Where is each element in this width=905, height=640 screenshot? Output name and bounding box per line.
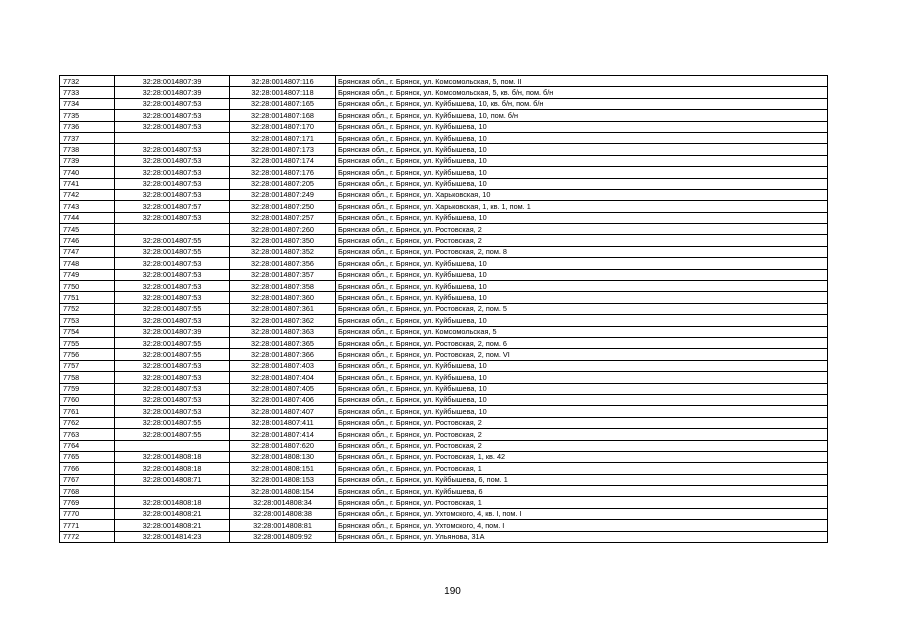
address-cell: Брянская обл., г. Брянск, ул. Комсомольская, 5, пом. II <box>336 76 828 87</box>
cadastral-number-cell: 32:28:0014807:350 <box>230 235 336 246</box>
cadastral-number-cell: 32:28:0014807:366 <box>230 349 336 360</box>
cadastral-number-cell: 32:28:0014808:154 <box>230 486 336 497</box>
cadastral-number-cell: 32:28:0014808:153 <box>230 474 336 485</box>
cadastral-number-cell: 32:28:0014807:403 <box>230 360 336 371</box>
quarter-number-cell: 32:28:0014807:53 <box>115 292 230 303</box>
table-row <box>60 349 828 360</box>
cadastral-number-cell: 32:28:0014807:118 <box>230 87 336 98</box>
address-cell: Брянская обл., г. Брянск, ул. Куйбышева, 10 <box>336 269 828 280</box>
record-number-cell: 7764 <box>60 440 115 451</box>
quarter-number-cell: 32:28:0014808:71 <box>115 474 230 485</box>
address-cell: Брянская обл., г. Брянск, ул. Куйбышева, 10 <box>336 178 828 189</box>
cadastral-number-cell: 32:28:0014807:257 <box>230 212 336 223</box>
quarter-number-cell: 32:28:0014807:39 <box>115 87 230 98</box>
quarter-number-cell: 32:28:0014807:53 <box>115 110 230 121</box>
record-number-cell: 7741 <box>60 178 115 189</box>
cadastral-number-cell: 32:28:0014807:165 <box>230 98 336 109</box>
cadastral-number-cell: 32:28:0014808:34 <box>230 497 336 508</box>
address-cell: Брянская обл., г. Брянск, ул. Куйбышева, 10 <box>336 144 828 155</box>
quarter-number-cell: 32:28:0014807:55 <box>115 246 230 257</box>
table-row <box>60 132 828 143</box>
quarter-number-cell: 32:28:0014807:53 <box>115 383 230 394</box>
record-number-cell: 7767 <box>60 474 115 485</box>
address-cell: Брянская обл., г. Брянск, ул. Куйбышева, 10 <box>336 132 828 143</box>
record-number-cell: 7753 <box>60 315 115 326</box>
address-cell: Брянская обл., г. Брянск, ул. Ростовская, 2, пом. 5 <box>336 303 828 314</box>
record-number-cell: 7763 <box>60 429 115 440</box>
cadastral-number-cell: 32:28:0014807:361 <box>230 303 336 314</box>
record-number-cell: 7770 <box>60 508 115 519</box>
record-number-cell: 7738 <box>60 144 115 155</box>
table-row <box>60 98 828 109</box>
record-number-cell: 7736 <box>60 121 115 132</box>
table-row <box>60 224 828 235</box>
table-row <box>60 303 828 314</box>
table-row <box>60 167 828 178</box>
table-row <box>60 315 828 326</box>
address-cell: Брянская обл., г. Брянск, ул. Ростовская, 2, пом. 6 <box>336 337 828 348</box>
address-cell: Брянская обл., г. Брянск, ул. Куйбышева, 10 <box>336 292 828 303</box>
record-number-cell: 7771 <box>60 520 115 531</box>
cadastral-number-cell: 32:28:0014807:357 <box>230 269 336 280</box>
table-row <box>60 531 828 542</box>
record-number-cell: 7737 <box>60 132 115 143</box>
quarter-number-cell: 32:28:0014807:53 <box>115 406 230 417</box>
address-cell: Брянская обл., г. Брянск, ул. Ухтомского, 4, пом. I <box>336 520 828 531</box>
table-row <box>60 451 828 462</box>
address-cell: Брянская обл., г. Брянск, ул. Куйбышева, 6 <box>336 486 828 497</box>
table-row <box>60 394 828 405</box>
cadastral-number-cell: 32:28:0014808:151 <box>230 463 336 474</box>
table-row <box>60 474 828 485</box>
table-row <box>60 440 828 451</box>
record-number-cell: 7748 <box>60 258 115 269</box>
table-row <box>60 508 828 519</box>
record-number-cell: 7749 <box>60 269 115 280</box>
address-cell: Брянская обл., г. Брянск, ул. Ростовская, 2, пом. 8 <box>336 246 828 257</box>
cadastral-number-cell: 32:28:0014807:249 <box>230 189 336 200</box>
address-cell: Брянская обл., г. Брянск, ул. Ростовская, 1 <box>336 463 828 474</box>
cadastral-number-cell: 32:28:0014807:116 <box>230 76 336 87</box>
table-row <box>60 212 828 223</box>
cadastral-number-cell: 32:28:0014807:414 <box>230 429 336 440</box>
record-number-cell: 7745 <box>60 224 115 235</box>
table-row <box>60 178 828 189</box>
record-number-cell: 7766 <box>60 463 115 474</box>
registry-table <box>59 75 828 543</box>
quarter-number-cell: 32:28:0014807:39 <box>115 76 230 87</box>
quarter-number-cell: 32:28:0014807:55 <box>115 337 230 348</box>
quarter-number-cell: 32:28:0014807:55 <box>115 417 230 428</box>
quarter-number-cell: 32:28:0014807:53 <box>115 281 230 292</box>
address-cell: Брянская обл., г. Брянск, ул. Ростовская, 2 <box>336 235 828 246</box>
quarter-number-cell: 32:28:0014808:21 <box>115 520 230 531</box>
quarter-number-cell: 32:28:0014807:53 <box>115 98 230 109</box>
cadastral-number-cell: 32:28:0014807:365 <box>230 337 336 348</box>
address-cell: Брянская обл., г. Брянск, ул. Ростовская, 2 <box>336 429 828 440</box>
address-cell: Брянская обл., г. Брянск, ул. Ростовская, 2 <box>336 417 828 428</box>
address-cell: Брянская обл., г. Брянск, ул. Куйбышева, 10, кв. б/н, пом. б/н <box>336 98 828 109</box>
quarter-number-cell: 32:28:0014807:53 <box>115 167 230 178</box>
table-row <box>60 281 828 292</box>
record-number-cell: 7765 <box>60 451 115 462</box>
record-number-cell: 7735 <box>60 110 115 121</box>
address-cell: Брянская обл., г. Брянск, ул. Куйбышева, 10 <box>336 372 828 383</box>
cadastral-number-cell: 32:28:0014807:407 <box>230 406 336 417</box>
record-number-cell: 7743 <box>60 201 115 212</box>
cadastral-number-cell: 32:28:0014807:405 <box>230 383 336 394</box>
address-cell: Брянская обл., г. Брянск, ул. Куйбышева, 10 <box>336 121 828 132</box>
quarter-number-cell: 32:28:0014807:53 <box>115 394 230 405</box>
cadastral-number-cell: 32:28:0014808:81 <box>230 520 336 531</box>
address-cell: Брянская обл., г. Брянск, ул. Куйбышева, 10 <box>336 406 828 417</box>
cadastral-number-cell: 32:28:0014807:174 <box>230 155 336 166</box>
quarter-number-cell: 32:28:0014807:55 <box>115 303 230 314</box>
quarter-number-cell: 32:28:0014807:53 <box>115 258 230 269</box>
quarter-number-cell: 32:28:0014814:23 <box>115 531 230 542</box>
address-cell: Брянская обл., г. Брянск, ул. Куйбышева, 10 <box>336 315 828 326</box>
table-row <box>60 87 828 98</box>
address-cell: Брянская обл., г. Брянск, ул. Ульянова, 31А <box>336 531 828 542</box>
table-row <box>60 144 828 155</box>
address-cell: Брянская обл., г. Брянск, ул. Харьковская, 10 <box>336 189 828 200</box>
address-cell: Брянская обл., г. Брянск, ул. Куйбышева, 10 <box>336 155 828 166</box>
table-row <box>60 337 828 348</box>
cadastral-number-cell: 32:28:0014807:358 <box>230 281 336 292</box>
table-row <box>60 372 828 383</box>
record-number-cell: 7769 <box>60 497 115 508</box>
table-row <box>60 383 828 394</box>
record-number-cell: 7751 <box>60 292 115 303</box>
address-cell: Брянская обл., г. Брянск, ул. Ростовская, 2 <box>336 224 828 235</box>
address-cell: Брянская обл., г. Брянск, ул. Куйбышева, 10 <box>336 212 828 223</box>
record-number-cell: 7740 <box>60 167 115 178</box>
cadastral-number-cell: 32:28:0014807:360 <box>230 292 336 303</box>
record-number-cell: 7768 <box>60 486 115 497</box>
cadastral-number-cell: 32:28:0014809:92 <box>230 531 336 542</box>
address-cell: Брянская обл., г. Брянск, ул. Комсомольская, 5, кв. б/н, пом. б/н <box>336 87 828 98</box>
quarter-number-cell: 32:28:0014807:53 <box>115 269 230 280</box>
address-cell: Брянская обл., г. Брянск, ул. Харьковская, 1, кв. 1, пом. 1 <box>336 201 828 212</box>
quarter-number-cell: 32:28:0014807:53 <box>115 144 230 155</box>
cadastral-number-cell: 32:28:0014807:356 <box>230 258 336 269</box>
table-row <box>60 235 828 246</box>
address-cell: Брянская обл., г. Брянск, ул. Ростовская, 1, кв. 42 <box>336 451 828 462</box>
cadastral-number-cell: 32:28:0014807:411 <box>230 417 336 428</box>
page-number: 190 <box>444 586 461 597</box>
record-number-cell: 7747 <box>60 246 115 257</box>
table-row <box>60 326 828 337</box>
table-row <box>60 258 828 269</box>
record-number-cell: 7758 <box>60 372 115 383</box>
cadastral-number-cell: 32:28:0014807:170 <box>230 121 336 132</box>
table-row <box>60 189 828 200</box>
cadastral-number-cell: 32:28:0014807:171 <box>230 132 336 143</box>
quarter-number-cell: 32:28:0014807:55 <box>115 349 230 360</box>
address-cell: Брянская обл., г. Брянск, ул. Комсомольская, 5 <box>336 326 828 337</box>
cadastral-number-cell: 32:28:0014807:250 <box>230 201 336 212</box>
quarter-number-cell <box>115 224 230 235</box>
quarter-number-cell: 32:28:0014807:53 <box>115 315 230 326</box>
address-cell: Брянская обл., г. Брянск, ул. Ухтомского, 4, кв. I, пом. I <box>336 508 828 519</box>
quarter-number-cell: 32:28:0014807:53 <box>115 121 230 132</box>
cadastral-number-cell: 32:28:0014807:176 <box>230 167 336 178</box>
table-row <box>60 520 828 531</box>
quarter-number-cell: 32:28:0014807:39 <box>115 326 230 337</box>
address-cell: Брянская обл., г. Брянск, ул. Куйбышева, 10 <box>336 167 828 178</box>
table-row <box>60 76 828 87</box>
table-row <box>60 406 828 417</box>
quarter-number-cell: 32:28:0014807:53 <box>115 372 230 383</box>
record-number-cell: 7760 <box>60 394 115 405</box>
table-row <box>60 292 828 303</box>
quarter-number-cell: 32:28:0014807:55 <box>115 235 230 246</box>
record-number-cell: 7746 <box>60 235 115 246</box>
quarter-number-cell: 32:28:0014807:57 <box>115 201 230 212</box>
table-row <box>60 463 828 474</box>
quarter-number-cell: 32:28:0014807:53 <box>115 178 230 189</box>
table-row <box>60 121 828 132</box>
record-number-cell: 7750 <box>60 281 115 292</box>
quarter-number-cell: 32:28:0014807:53 <box>115 189 230 200</box>
record-number-cell: 7756 <box>60 349 115 360</box>
address-cell: Брянская обл., г. Брянск, ул. Куйбышева, 10, пом. б/н <box>336 110 828 121</box>
cadastral-number-cell: 32:28:0014807:168 <box>230 110 336 121</box>
table-row <box>60 201 828 212</box>
quarter-number-cell: 32:28:0014808:18 <box>115 497 230 508</box>
quarter-number-cell: 32:28:0014808:18 <box>115 451 230 462</box>
cadastral-number-cell: 32:28:0014807:205 <box>230 178 336 189</box>
address-cell: Брянская обл., г. Брянск, ул. Куйбышева, 10 <box>336 394 828 405</box>
address-cell: Брянская обл., г. Брянск, ул. Куйбышева, 6, пом. 1 <box>336 474 828 485</box>
quarter-number-cell: 32:28:0014807:55 <box>115 429 230 440</box>
record-number-cell: 7759 <box>60 383 115 394</box>
cadastral-number-cell: 32:28:0014807:362 <box>230 315 336 326</box>
quarter-number-cell: 32:28:0014808:21 <box>115 508 230 519</box>
address-cell: Брянская обл., г. Брянск, ул. Куйбышева, 10 <box>336 258 828 269</box>
table-row <box>60 246 828 257</box>
table-row <box>60 429 828 440</box>
address-cell: Брянская обл., г. Брянск, ул. Куйбышева, 10 <box>336 360 828 371</box>
record-number-cell: 7752 <box>60 303 115 314</box>
record-number-cell: 7755 <box>60 337 115 348</box>
cadastral-number-cell: 32:28:0014807:173 <box>230 144 336 155</box>
table-row <box>60 269 828 280</box>
quarter-number-cell <box>115 440 230 451</box>
cadastral-number-cell: 32:28:0014807:260 <box>230 224 336 235</box>
quarter-number-cell: 32:28:0014807:53 <box>115 155 230 166</box>
table-row <box>60 417 828 428</box>
record-number-cell: 7761 <box>60 406 115 417</box>
record-number-cell: 7744 <box>60 212 115 223</box>
record-number-cell: 7762 <box>60 417 115 428</box>
record-number-cell: 7757 <box>60 360 115 371</box>
record-number-cell: 7733 <box>60 87 115 98</box>
address-cell: Брянская обл., г. Брянск, ул. Ростовская, 2 <box>336 440 828 451</box>
registry-table-body <box>60 76 828 543</box>
cadastral-number-cell: 32:28:0014808:130 <box>230 451 336 462</box>
record-number-cell: 7732 <box>60 76 115 87</box>
quarter-number-cell: 32:28:0014807:53 <box>115 212 230 223</box>
address-cell: Брянская обл., г. Брянск, ул. Ростовская, 2, пом. VI <box>336 349 828 360</box>
quarter-number-cell <box>115 486 230 497</box>
cadastral-number-cell: 32:28:0014807:352 <box>230 246 336 257</box>
table-row <box>60 155 828 166</box>
quarter-number-cell: 32:28:0014808:18 <box>115 463 230 474</box>
cadastral-number-cell: 32:28:0014807:620 <box>230 440 336 451</box>
quarter-number-cell <box>115 132 230 143</box>
record-number-cell: 7739 <box>60 155 115 166</box>
quarter-number-cell: 32:28:0014807:53 <box>115 360 230 371</box>
record-number-cell: 7742 <box>60 189 115 200</box>
table-row <box>60 486 828 497</box>
record-number-cell: 7754 <box>60 326 115 337</box>
table-row <box>60 360 828 371</box>
cadastral-number-cell: 32:28:0014808:38 <box>230 508 336 519</box>
address-cell: Брянская обл., г. Брянск, ул. Ростовская, 1 <box>336 497 828 508</box>
table-row <box>60 497 828 508</box>
cadastral-number-cell: 32:28:0014807:404 <box>230 372 336 383</box>
cadastral-number-cell: 32:28:0014807:363 <box>230 326 336 337</box>
record-number-cell: 7772 <box>60 531 115 542</box>
table-row <box>60 110 828 121</box>
cadastral-number-cell: 32:28:0014807:406 <box>230 394 336 405</box>
record-number-cell: 7734 <box>60 98 115 109</box>
address-cell: Брянская обл., г. Брянск, ул. Куйбышева, 10 <box>336 383 828 394</box>
address-cell: Брянская обл., г. Брянск, ул. Куйбышева, 10 <box>336 281 828 292</box>
